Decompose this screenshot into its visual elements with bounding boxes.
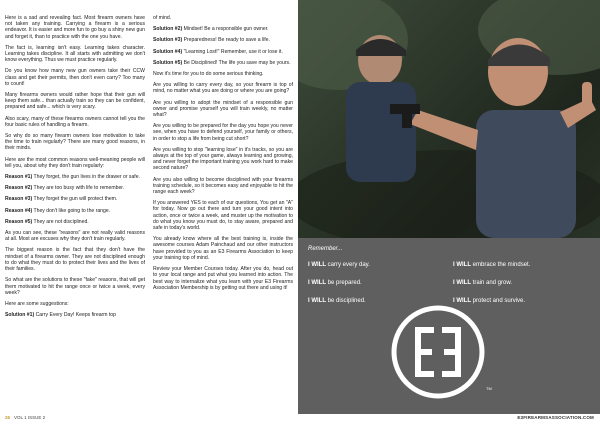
paragraph — [5, 157, 145, 169]
paragraph-text: of mind. — [153, 15, 172, 21]
paragraph-label: Solution #4) — [153, 48, 183, 55]
paragraph — [153, 147, 293, 172]
paragraph — [153, 200, 293, 231]
pledge-mindset: I WILL embrace the mindset. — [453, 262, 531, 268]
paragraph — [5, 277, 145, 296]
paragraph-text: As you can see, these "reasons" are not really valid reasons at all. Most are excuses why they don't train regularly. — [5, 230, 145, 243]
paragraph-text: Are you also willing to become disciplined with your firearms training schedule, so it becomes easy and enjoyable to hit the range each week? — [153, 176, 293, 196]
paragraph-label: Reason #3) — [5, 196, 33, 203]
website-label: E3FIREARMSASSOCIATION.COM — [517, 415, 594, 420]
paragraph — [5, 116, 145, 128]
pledge-carry: I WILL carry every day. — [308, 262, 370, 268]
paragraph — [5, 174, 145, 180]
paragraph-label: Solution #5) — [153, 59, 183, 66]
page-footer — [0, 414, 600, 424]
paragraph-text: You already know where all the best training is, inside the awesome courses Adam Painchaud and our other instructors have provided to you as an E3 Firearms Association to keep your training top of mind. — [153, 236, 293, 261]
paragraph — [153, 100, 293, 119]
paragraph-text: Are you willing to stop "learning lose" in it's tracks, so you are always at the top of your game, always learning and growing, and never forget the important training you work hard to make second nature? — [153, 146, 293, 172]
paragraph-label: Reason #5) — [5, 218, 33, 225]
paragraph-text: They are too busy with life to remember. — [32, 185, 125, 192]
pledge-train: I WILL train and grow. — [453, 280, 513, 286]
paragraph-label: Solution #1) — [5, 312, 35, 319]
paragraph — [5, 208, 145, 214]
article-column-right — [153, 15, 293, 296]
paragraph-text: The biggest reason is the fact that they don't have the mindset of a firearms owner. They are not disciplined enough to do what they must do to protect their lives and the lives of their families. — [5, 247, 145, 273]
paragraph-text: The fact is, learning isn't easy. Learning takes character. Learning takes discipline. It all starts with admitting we don't know everything. Thus we must practice regularly. — [5, 44, 145, 64]
paragraph-text: Be Disciplined! The life you save may be yours. — [182, 59, 291, 66]
paragraph — [5, 45, 145, 64]
pledge-prepared: I WILL be prepared. — [308, 280, 362, 286]
paragraph-text: Preparedness! Be ready to save a life. — [182, 37, 270, 44]
paragraph-text: They are not disciplined. — [32, 218, 89, 225]
paragraph-label: Solution #3) — [153, 37, 183, 44]
paragraph — [5, 15, 145, 40]
paragraph-text: Also scary, many of these firearms owners cannot tell you the four basic rules of handling a firearm. — [5, 115, 145, 128]
remember-heading: Remember... — [308, 246, 343, 252]
paragraph — [153, 37, 293, 43]
paragraph-text: Here are the most common reasons well-meaning people will tell you, about why they don't train regularly: — [5, 156, 145, 169]
paragraph-text: They forget the gun will protect them. — [32, 196, 118, 203]
paragraph — [153, 60, 293, 66]
paragraph-text: Many firearms owners would rather hope that their gun will keep them safe... than actually train so they can be confident, prepared and safe... which is very scary. — [5, 92, 145, 111]
paragraph — [5, 219, 145, 225]
paragraph-label: Reason #1) — [5, 174, 33, 181]
paragraph-text: Are you willing to carry every day, so your firearm is top of mind, no matter what you are doing or where you are going? — [153, 82, 293, 95]
paragraph — [5, 312, 145, 318]
paragraph-text: If you answered YES to each of our questions, You get an "A" for today. Now go out there and turn your good intent into action, once or twice a week, and muster up the motivation to do what you know you must do, to stay aware, prepared and safe in today's world. — [153, 200, 293, 232]
training-photo — [298, 0, 600, 238]
pledge-disciplined: I WILL be disciplined. — [308, 298, 366, 304]
paragraph — [153, 82, 293, 94]
issue-label: VOL 1 ISSUE 2 — [14, 415, 46, 420]
paragraph-text: So what are the solutions to these "fake" reasons, that will get them motivated to hit the range once or twice a week, every week? — [5, 277, 145, 296]
paragraph — [5, 92, 145, 111]
paragraph — [153, 26, 293, 32]
paragraph — [153, 236, 293, 261]
paragraph — [5, 301, 145, 307]
paragraph-text: Review your Member Courses today. After you do, head out to your local range and put what you learned into action. The best way to internalize what you learn with your E3 Firearms Association Membership is by getting out there and using it! — [153, 266, 293, 291]
paragraph — [153, 177, 293, 196]
paragraph — [153, 49, 293, 55]
paragraph — [5, 196, 145, 202]
paragraph-text: Are you willing to adopt the mindset of a responsible gun owner and promise yourself you will train weekly, no matter what? — [153, 99, 293, 119]
paragraph-label: Reason #2) — [5, 185, 33, 192]
article-column-left — [5, 15, 145, 323]
paragraph-text: They don't like going to the range. — [32, 207, 111, 214]
paragraph-text: Now it's time for you to do some serious thinking. — [153, 71, 264, 78]
paragraph — [153, 15, 293, 21]
paragraph-text: "Learning Lost!" Remember, use it or lose it. — [182, 48, 283, 55]
e3-logo-icon — [388, 302, 488, 402]
pledge-protect: I WILL protect and survive. — [453, 298, 526, 304]
paragraph-text: Carry Every Day! Keeps firearm top — [34, 312, 116, 319]
paragraph-text: Here are some suggestions: — [5, 300, 69, 307]
paragraph-label: Reason #4) — [5, 207, 33, 214]
paragraph — [153, 123, 293, 142]
paragraph — [153, 266, 293, 291]
paragraph — [5, 247, 145, 272]
paragraph — [5, 230, 145, 242]
paragraph-text: They forget, the gun lives in the drawer or safe. — [32, 174, 140, 181]
paragraph-text: Do you know how many new gun owners take their CCW class and get their permits, then don't even carry? Too many to count! — [5, 68, 145, 87]
paragraph-label: Solution #2) — [153, 26, 183, 33]
paragraph-text: So why do so many firearm owners lose motivation to take the time to train regularly? There are many good reasons, in their minds. — [5, 133, 145, 152]
trademark-mark: TM — [486, 386, 492, 391]
paragraph-text: Are you willing to be prepared for the day you hope you never see, when you have to defend yourself, your family or others, in order to stop a life from being cut short? — [153, 123, 293, 142]
paragraph — [5, 68, 145, 87]
paragraph-text: Mindset! Be a responsible gun owner. — [182, 26, 269, 33]
paragraph — [5, 185, 145, 191]
page-number: 26 — [5, 415, 11, 420]
paragraph-text: Here is a sad and revealing fact. Most firearm owners have not taken any training. Carrying a firearm is a serious endeavor. It is easier and more fun to go buy a shiny new gun and forget it, than to practice with the one you have. — [5, 15, 145, 40]
paragraph — [5, 133, 145, 152]
paragraph — [153, 71, 293, 77]
